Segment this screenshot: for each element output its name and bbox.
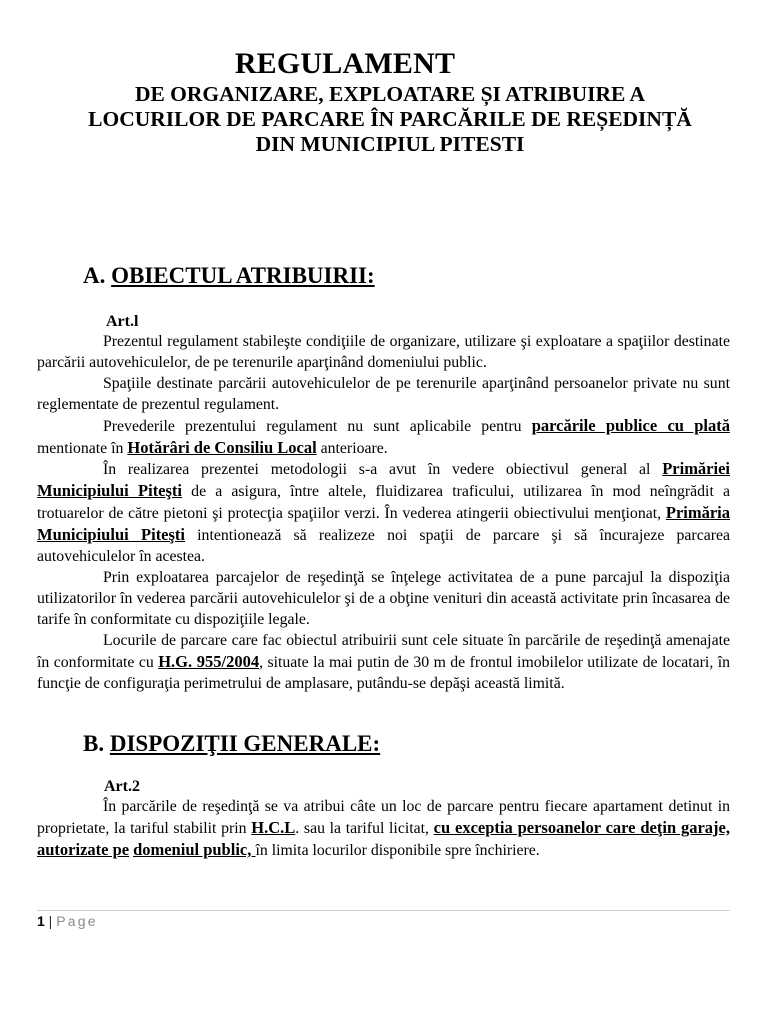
hg-emphasis: H.G. 955/2004	[158, 651, 260, 671]
page-number: 1	[37, 913, 45, 929]
paragraph: Spaţiile destinate parcării autovehiculelor de pe terenurile aparţinând persoanelor private nu sunt reglementate de prezentul regulament.	[37, 374, 730, 413]
subtitle-line: DIN MUNICIPIUL PITESTI	[255, 132, 525, 156]
section-a-title: OBIECTUL ATRIBUIRII:	[111, 263, 375, 288]
hcl-emphasis: Hotărâri de Consiliu Local	[127, 437, 317, 457]
hcl-abbrev-emphasis: H.C.L	[251, 817, 296, 837]
paragraph: În realizarea prezentei metodologii s-a avut în vedere obiectivul general al Primăriei Municipiului Piteşti de a asigura, între altele, fluidizarea traficului, utilizarea în mod neîngrădit a trotuarelor de către pietoni şi protecţia spaţiilor verzi. În vederea atingerii obiectivului menţionat, Primăria Municipiului Piteşti intentionează să realizeze noi spaţii de parcare şi să încurajeze parcarea autovehiculelor în acestea.	[37, 459, 730, 566]
footer-divider	[37, 910, 730, 911]
article-1-label: Art.l	[106, 313, 139, 330]
subtitle-line: LOCURILOR DE PARCARE ÎN PARCĂRILE DE REȘEDINȚĂ	[88, 107, 692, 131]
section-b-heading	[83, 731, 380, 757]
page-footer	[37, 913, 98, 929]
footer-separator: |	[44, 913, 57, 929]
primaria-emphasis: Primăriei Municipiului Piteşti	[37, 459, 730, 501]
paragraph: Prin exploatarea parcajelor de reşedinţă se înţelege activitatea de a pune parcajul la dispoziţia utilizatorilor în vederea parcării autovehiculelor şi de a obţine venituri din această activitate prin încasarea de tarife în conformitate cu dispoziţiile legale.	[37, 568, 730, 628]
primaria-emphasis: Primăria Municipiului Piteşti	[37, 503, 730, 545]
section-a-heading	[83, 263, 375, 289]
exception-emphasis: cu exceptia persoanelor care deţin garaje, autorizate pe	[37, 817, 731, 859]
subtitle-line: DE ORGANIZARE, EXPLOATARE ȘI ATRIBUIRE A	[134, 82, 646, 106]
section-b-body	[37, 797, 730, 862]
public-parking-emphasis: parcările publice cu plată	[531, 415, 730, 435]
paragraph: Locurile de parcare care fac obiectul atribuirii sunt cele situate în parcările de reşedinţă amenajate în conformitate cu H.G. 955/2004, situate la mai putin de 30 m de frontul imobilelor utilizate de locatari, în funcţie de configuraţia perimetrului de amplasare, putându-se depăşi această limită.	[37, 631, 730, 692]
section-b-title: DISPOZIŢII GENERALE:	[109, 731, 381, 756]
document-title: REGULAMENT	[234, 47, 456, 80]
paragraph: În parcările de reşedinţă se va atribui câte un loc de parcare pentru fiecare apartament detinut in proprietate, la tariful stabilit prin H.C.L. sau la tariful licitat, cu exceptia persoanelor care deţin garaje, autorizate pe domeniul public, în limita locurilor disponibile spre închiriere.	[37, 798, 731, 859]
document-subtitle	[50, 82, 730, 157]
public-domain-emphasis: domeniul public,	[133, 839, 256, 859]
paragraph: Prezentul regulament stabileşte condiţiile de organizare, utilizare şi exploatare a spaţiilor destinate parcării autovehiculelor, de pe terenurile aparţinând domeniului public.	[37, 333, 730, 371]
section-a-letter: A.	[83, 263, 106, 288]
article-2-label: Art.2	[104, 778, 140, 795]
section-b-letter: B.	[83, 731, 105, 756]
section-a-body	[37, 332, 730, 694]
paragraph: Prevederile prezentului regulament nu sunt aplicabile pentru parcările publice cu plată mentionate în Hotărâri de Consiliu Local anterioare.	[37, 415, 730, 457]
page-word: Page	[56, 913, 98, 929]
